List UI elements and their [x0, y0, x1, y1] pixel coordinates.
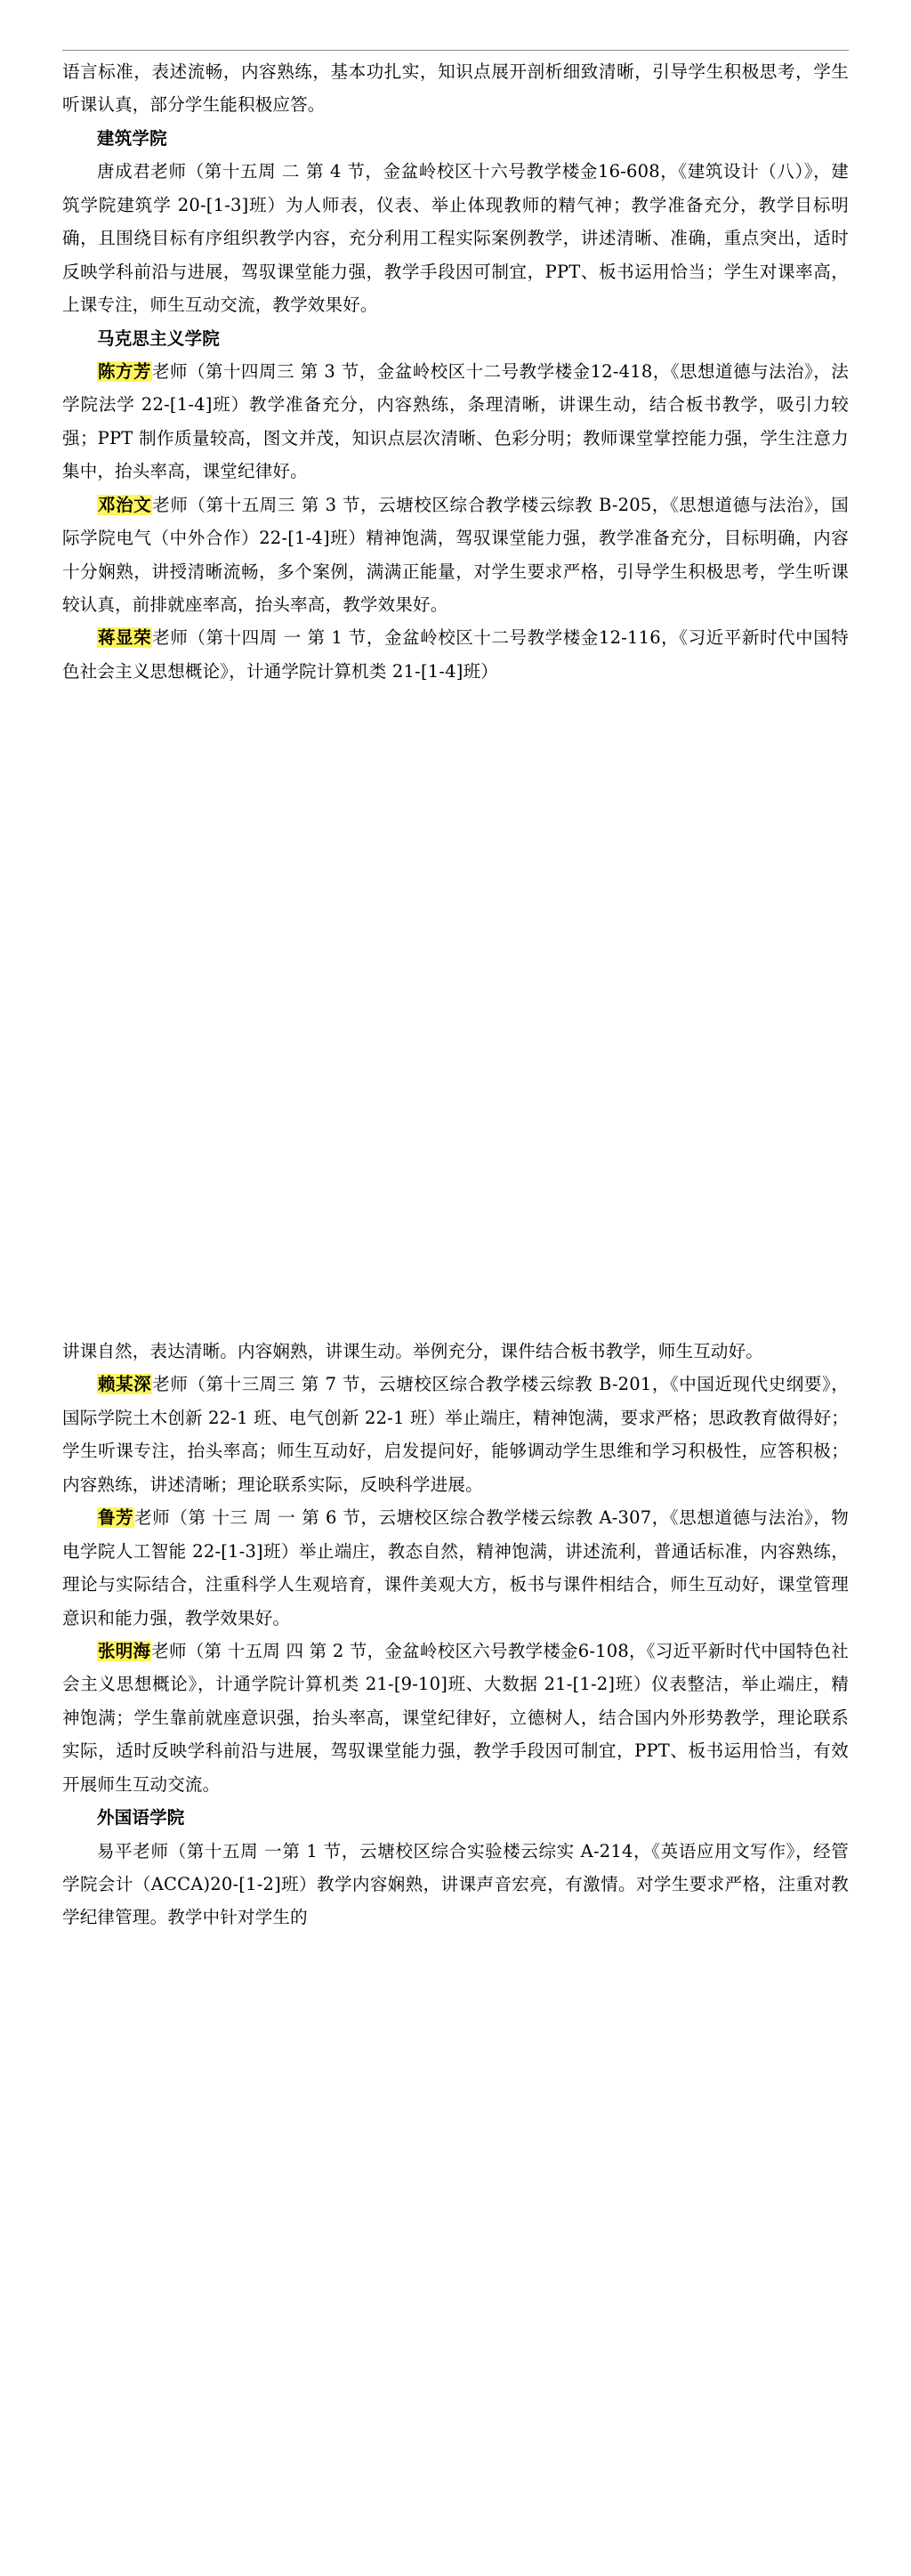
page1-content: [62, 55, 849, 688]
paragraph-body: 老师（第十四周三 第 3 节，金盆岭校区十二号教学楼金12-418，《思想道德与法治》，法学院法学 22-[1-4]班）教学准备充分，内容熟练，条理清晰，讲课生动，结合板书教学，吸引力较强；PPT 制作质量较高，图文并茂，知识点层次清晰、色彩分明；教师课堂掌控能力强，学生注意力集中，抬头率高，课堂纪律好。: [62, 360, 849, 482]
paragraph-body: 老师（第十五周三 第 3 节，云塘校区综合教学楼云综教 B-205，《思想道德与法治》，国际学院电气（中外合作）22-[1-4]班）精神饱满，驾驭课堂能力强，教学准备充分，目标明确，内容十分娴熟，讲授清晰流畅，多个案例，满满正能量，对学生要求严格，引导学生积极思考，学生听课较认真，前排就座率高，抬头率高，教学效果好。: [62, 494, 849, 615]
heading-architecture-college: 建筑学院: [97, 127, 167, 149]
paragraph-body: 老师（第 十五周 四 第 2 节，金盆岭校区六号教学楼金6-108，《习近平新时代中国特色社会主义思想概论》，计通学院计算机类 21-[9-10]班、大数据 21-[1-2]班）仪表整洁，举止端庄，精神饱满；学生靠前就座意识强，抬头率高，课堂纪律好，立德树人，结合国内外形势教学，理论联系实际，适时反映学科前沿与进展，驾驭课堂能力强，教学手段因可制宜，PPT、板书运用恰当，有效开展师生互动交流。: [62, 1640, 849, 1795]
highlight-name-chen-fangfang: 陈方芳: [98, 360, 151, 382]
paragraph-yi-ping: 易平老师（第十五周 一第 1 节，云塘校区综合实验楼云综实 A-214，《英语应用文写作》，经管学院会计（ACCA)20-[1-2]班）教学内容娴熟，讲课声音宏亮，有激情。对学生要求严格，注重对教学纪律管理。教学中针对学生的: [62, 1840, 849, 1928]
highlight-name-lu-fang: 鲁芳: [98, 1507, 134, 1529]
highlight-name-jiang-xianrong: 蒋显荣: [98, 627, 152, 649]
paragraph-tang-chengjun: 唐成君老师（第十五周 二 第 4 节，金盆岭校区十六号教学楼金16-608，《建筑设计（八）》，建筑学院建筑学 20-[1-3]班）为人师表，仪表、举止体现教师的精气神；教学准备充分，教学目标明确，且围绕目标有序组织教学内容，充分利用工程实际案例教学，讲述清晰、准确，重点突出，适时反映学科前沿与进展，驾驭课堂能力强，教学手段因可制宜，PPT、板书运用恰当；学生对课率高，上课专注，师生互动交流，教学效果好。: [62, 161, 849, 316]
paragraph-chen-fangfang: [62, 355, 849, 489]
paragraph-2-1: 讲课自然，表达清晰。内容娴熟，讲课生动。举例充分，课件结合板书教学，师生互动好。: [62, 1341, 764, 1361]
paragraph-1: 语言标准，表述流畅，内容熟练，基本功扎实，知识点展开剖析细致清晰，引导学生积极思考，学生听课认真，部分学生能积极应答。: [62, 61, 849, 116]
paragraph-body: 老师（第十四周 一 第 1 节，金盆岭校区十二号教学楼金12-116，《习近平新时代中国特色社会主义思想概论》，计通学院计算机类 21-[1-4]班）: [62, 627, 849, 682]
paragraph-deng-zhiwen: [62, 489, 849, 622]
paragraph-body: 老师（第 十三 周 一 第 6 节，云塘校区综合教学楼云综教 A-307，《思想道德与法治》，物电学院人工智能 22-[1-3]班）举止端庄，教态自然，精神饱满，讲述流利，普通话标准，内容熟练，理论与实际结合，注重科学人生观培育，课件美观大方，板书与课件相结合，师生互动好，课堂管理意识和能力强，教学效果好。: [62, 1507, 849, 1628]
highlight-name-deng-zhiwen: 邓治文: [98, 494, 152, 515]
paragraph-jiang-xianrong: [62, 621, 849, 688]
paragraph-body: 老师（第十三周三 第 7 节，云塘校区综合教学楼云综教 B-201，《中国近现代史纲要》，国际学院土木创新 22-1 班、电气创新 22-1 班）举止端庄，精神饱满，要求严格；思政教育做得好；学生听课专注，抬头率高；师生互动好，启发提问好，能够调动学生思维和学习积极性，应答积极；内容熟练，讲述清晰；理论联系实际，反映科学进展。: [62, 1374, 849, 1495]
highlight-name-zhang-minghai: 张明海: [98, 1640, 151, 1661]
page2-content: [62, 1335, 849, 1934]
heading-foreign-languages-college: 外国语学院: [97, 1807, 185, 1829]
paragraph-lai-moushen: [62, 1368, 849, 1501]
header-rule: [62, 50, 849, 51]
highlight-name-lai-moushen: 赖某深: [98, 1374, 152, 1395]
heading-marxism-college: 马克思主义学院: [97, 327, 220, 349]
paragraph-zhang-minghai: [62, 1635, 849, 1801]
paragraph-lu-fang: [62, 1501, 849, 1635]
